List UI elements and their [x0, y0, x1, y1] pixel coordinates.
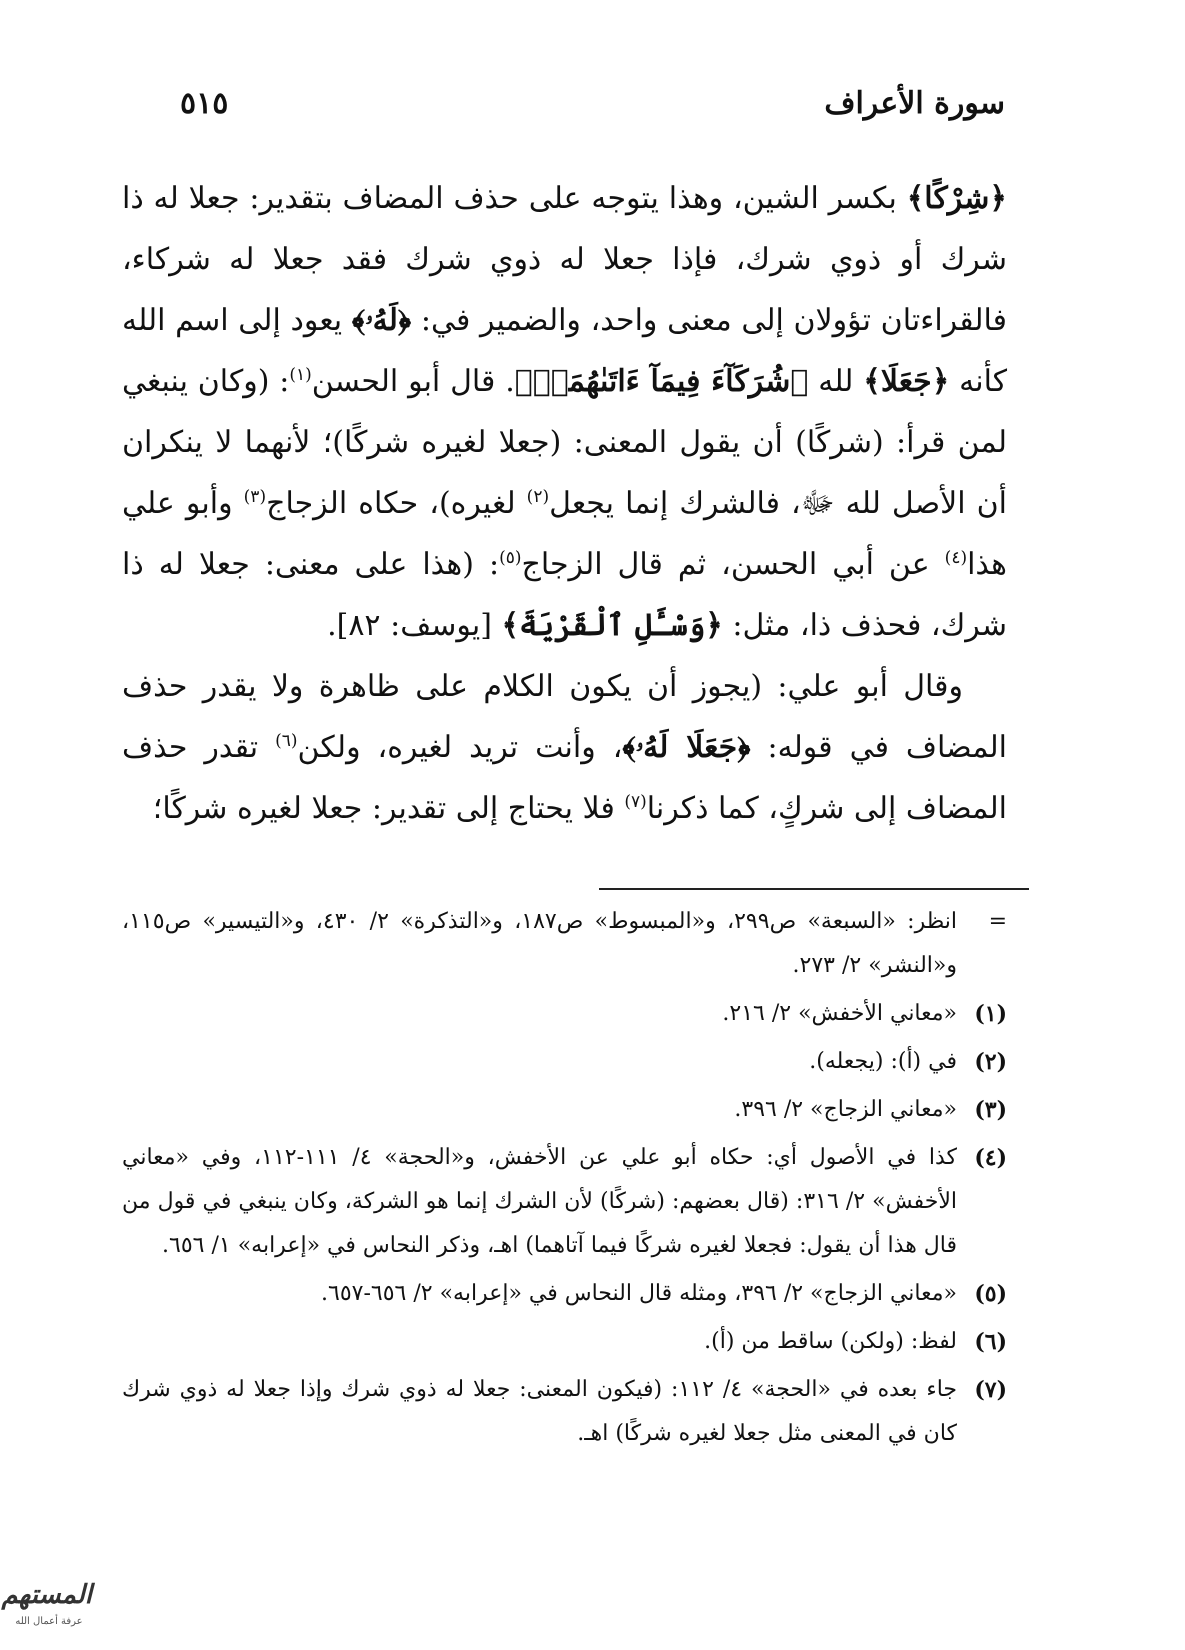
footnote-number: (٦): [974, 1329, 1007, 1355]
footnote-ref: (٢): [526, 487, 550, 507]
text-segment: . قال أبو الحسن: [311, 364, 515, 399]
publisher-logo: [1, 1576, 92, 1634]
footnote-number: (٤): [974, 1145, 1007, 1171]
quran-quote: ﴿شُرَكَآءَ فِيمَآ ءَاتَىٰهُمَاۚ﴾: [514, 364, 809, 399]
footnote-text: في (أ): (يجعله).: [809, 1049, 957, 1074]
quran-quote: ﴿شِرْكًا﴾: [906, 181, 1007, 216]
text-segment: ، وأنت تريد لغيره، ولكن: [297, 730, 623, 765]
footnote-6: [122, 1320, 1007, 1364]
logo-main-text: المستهم: [1, 1580, 92, 1610]
footnote-text: «معاني الزجاج» ٢/ ٣٩٦.: [734, 1097, 957, 1122]
footnote-ref: (٦): [275, 731, 298, 751]
text-segment: : (هذا على معنى: جعلا له ذا شرك، فحذف ذا، مثل:: [122, 547, 1007, 643]
text-segment: تقدر حذف المضاف إلى شركٍ، كما ذكرنا: [122, 730, 1007, 826]
footnote-number: (٧): [974, 1377, 1007, 1403]
paragraph-2: [122, 656, 1007, 839]
quran-quote: ﴿لَهُۥ﴾: [351, 303, 412, 338]
footnote-2: [122, 1040, 1007, 1084]
quran-quote: ﴿جَعَلَا لَهُۥ﴾: [622, 730, 751, 765]
footnote-3: [122, 1088, 1007, 1132]
footnote-text: كذا في الأصول أي: حكاه أبو علي عن الأخفش، و«الحجة» ٤/ ١١١-١١٢، وفي «معاني الأخفش» ٢/ ٣١٦: (قال بعضهم: (شركًا) لأن الشرك إنما هو الشركة، وكان ينبغي في قول من قال هذا أن يقول: فجعلا لغيره شركًا فيما آتاهما) اهـ، وذكر النحاس في «إعرابه» ١/ ٦٥٦.: [122, 1145, 958, 1258]
footnote-number: (٥): [974, 1281, 1007, 1307]
footnote-ref: (٤): [944, 548, 968, 568]
footnote-ref: (٧): [624, 792, 647, 812]
footnote-continuation: [122, 900, 1007, 988]
footnote-text: «معاني الزجاج» ٢/ ٣٩٦، ومثله قال النحاس في «إعرابه» ٢/ ٦٥٦-٦٥٧.: [321, 1281, 957, 1306]
text-segment: عن أبي الحسن، ثم قال الزجاج: [521, 547, 945, 582]
footnote-1: [122, 992, 1007, 1036]
quran-quote: ﴿جَعَلَا﴾: [863, 364, 950, 399]
footnote-text: «معاني الأخفش» ٢/ ٢١٦.: [722, 1001, 957, 1026]
text-segment: وأبو علي هذا: [122, 486, 1007, 582]
footnote-text: انظر: «السبعة» ص٢٩٩، و«المبسوط» ص١٨٧، و«التذكرة» ٢/ ٤٣٠، و«التيسير» ص١١٥، و«النشر» ٢/ ٢٧٣.: [122, 909, 957, 978]
text-segment: لله: [808, 364, 864, 399]
footnote-ref: (٣): [243, 487, 267, 507]
footnotes: [122, 900, 1007, 1460]
footnote-number: (١): [974, 1001, 1007, 1027]
footnote-7: [122, 1368, 1007, 1456]
footnote-number: =: [988, 909, 1007, 934]
footnote-5: [122, 1272, 1007, 1316]
paragraph-1: [122, 168, 1007, 656]
footnote-ref: (١): [289, 365, 312, 385]
page-number: ٥١٥: [180, 85, 229, 121]
quran-quote: ﴿وَسْـَٔلِ ٱلْقَرْيَةَ﴾: [501, 608, 723, 643]
text-segment: : (وكان ينبغي لمن قرأ: (شركًا) أن يقول المعنى: (جعلا لغيره شركًا)؛ لأنهما لا ينكران أن الأصل لله ﷻ، فالشرك إنما يجعل: [122, 364, 1007, 521]
surah-title: سورة الأعراف: [824, 85, 1005, 121]
footnote-number: (٣): [974, 1097, 1007, 1123]
main-text: [122, 168, 1007, 839]
text-segment: لغيره)، حكاه الزجاج: [266, 486, 527, 521]
footnote-ref: (٥): [499, 548, 522, 568]
logo-sub-text: عرفة أعمال الله: [15, 1616, 83, 1627]
text-segment: [يوسف: ٨٢].: [327, 608, 502, 643]
text-segment: وقال أبو علي: (يجوز أن يكون الكلام على ظاهرة ولا يقدر حذف المضاف في قوله:: [122, 669, 1008, 765]
text-segment: بكسر الشين، وهذا يتوجه على حذف المضاف بتقدير: جعلا له ذا شرك أو ذوي شرك، فإذا جعلا له ذوي شرك فقد جعلا له شركاء، فالقراءتان تؤولان إلى معنى واحد، والضمير في:: [122, 181, 1007, 338]
text-segment: فلا يحتاج إلى تقدير: جعلا لغيره شركًا؛: [152, 791, 625, 826]
page-header: [180, 78, 1005, 128]
text-segment: يعود إلى اسم الله كأنه: [122, 303, 1008, 399]
footnote-number: (٢): [974, 1049, 1007, 1075]
footnote-text: جاء بعده في «الحجة» ٤/ ١١٢: (فيكون المعنى: جعلا له ذوي شرك وإذا جعلا له ذوي شرك كان في المعنى مثل جعلا لغيره شركًا) اهـ.: [122, 1377, 958, 1446]
footnote-divider: [599, 888, 1029, 890]
footnote-4: [122, 1136, 1007, 1268]
footnote-text: لفظ: (ولكن) ساقط من (أ).: [704, 1329, 957, 1354]
